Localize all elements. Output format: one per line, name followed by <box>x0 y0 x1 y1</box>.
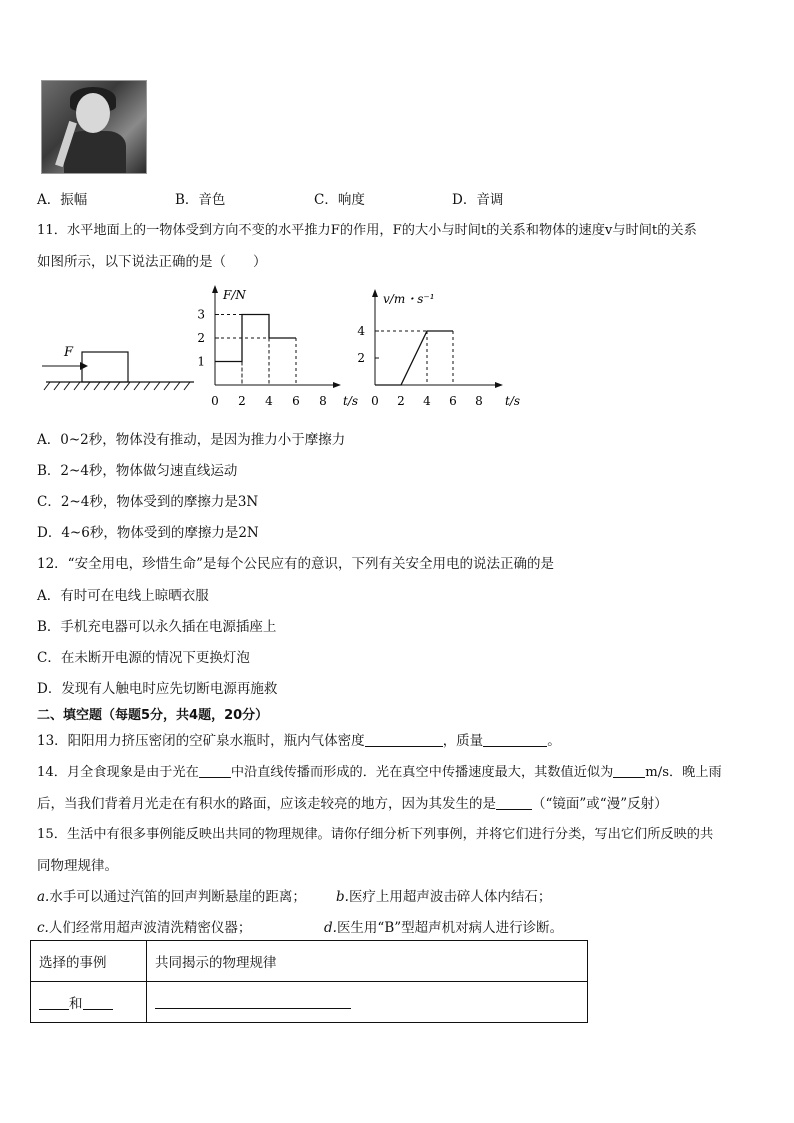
q14-blank-1[interactable] <box>199 763 231 778</box>
q10-option-b: B．音色 <box>175 192 226 208</box>
x-tick-label: 8 <box>475 394 483 408</box>
q14-line1: 14．月全食现象是由于光在 中沿直线传播而形成的．光在真空中传播速度最大，其数值近似为 m/s．晚上雨 <box>37 765 722 780</box>
question-photo <box>41 80 147 174</box>
q15-line1: 15．生活中有很多事例能反映出共同的物理规律。请你仔细分析下列事例，并将它们进行分类，写出它们所反映的共 <box>37 827 714 842</box>
x-axis-label: t/s <box>505 394 521 408</box>
x-axis-arrow <box>495 382 503 388</box>
q12-stem: 12．“安全用电，珍惜生命”是每个公民应有的意识，下列有关安全用电的说法正确的是 <box>37 556 554 572</box>
y-tick-label: 1 <box>197 354 205 369</box>
x-tick-label: 2 <box>397 394 405 408</box>
x-tick-label: 8 <box>319 394 327 408</box>
force-time-chart <box>190 285 360 410</box>
section-heading-fill-blank: 二、填空题（每题5分，共4题，20分） <box>37 708 269 723</box>
q15-example-b: b.医疗上用超声波击碎人体内结石； <box>336 889 552 905</box>
x-tick-label: 6 <box>449 394 457 408</box>
q11-stem-line2: 如图所示，以下说法正确的是（ ） <box>37 254 267 270</box>
x-tick-label: 0 <box>371 394 379 408</box>
block-diagram <box>38 340 198 400</box>
y-axis-arrow <box>372 289 378 297</box>
q14-blank-2[interactable] <box>613 763 645 778</box>
q12-option-b: B．手机充电器可以永久插在电源插座上 <box>37 619 277 635</box>
q15-answer-table <box>30 940 588 1023</box>
y-axis-label: F/N <box>223 288 246 302</box>
x-tick-label: 4 <box>423 394 431 408</box>
table-header-examples: 选择的事例 <box>31 941 147 982</box>
y-tick-label: 3 <box>197 307 205 322</box>
q11-option-a: A．0~2秒，物体没有推动，是因为推力小于摩擦力 <box>37 432 346 448</box>
series-line <box>375 331 453 385</box>
q13-blank-1[interactable] <box>365 732 443 747</box>
q15-example-a: a.水手可以通过汽笛的回声判断悬崖的距离； <box>37 889 306 905</box>
table-cell-rule <box>147 982 588 1023</box>
table-cell-examples: 和 <box>31 982 147 1023</box>
q12-option-a: A．有时可在电线上晾晒衣服 <box>37 588 209 604</box>
q11-option-d: D．4~6秒，物体受到的摩擦力是2N <box>37 525 259 541</box>
y-axis-arrow <box>212 285 218 293</box>
x-tick-label: 6 <box>292 394 300 408</box>
table-header-rule: 共同揭示的物理规律 <box>147 941 588 982</box>
y-tick-label: 2 <box>197 331 205 345</box>
x-axis-arrow <box>333 382 341 388</box>
y-tick-label: 2 <box>357 351 365 365</box>
q11-option-c: C．2~4秒，物体受到的摩擦力是3N <box>37 494 259 510</box>
velocity-time-chart <box>350 285 525 410</box>
force-label: F <box>64 345 74 360</box>
q15-blank-rule[interactable] <box>155 994 351 1009</box>
q15-example-c: c.人们经常用超声波清洗精密仪器； <box>37 920 252 936</box>
q14-line2: 后，当我们背着月光走在有积水的路面，应该走较亮的地方，因为其发生的是 （“镜面”或“漫”反射） <box>37 796 668 812</box>
q11-option-b: B．2~4秒，物体做匀速直线运动 <box>37 463 238 479</box>
q13: 13．阳阳用力挤压密闭的空矿泉水瓶时，瓶内气体密度 ，质量 。 <box>37 733 561 749</box>
q15-blank-example-1[interactable] <box>39 995 69 1010</box>
x-tick-label: 0 <box>211 394 219 408</box>
x-tick-label: 4 <box>265 394 273 408</box>
q13-blank-2[interactable] <box>483 732 547 747</box>
q12-option-d: D．发现有人触电时应先切断电源再施救 <box>37 681 278 697</box>
y-axis-label: v/m・s⁻¹ <box>383 292 435 306</box>
q10-option-a: A．振幅 <box>37 192 88 208</box>
q14-blank-3[interactable] <box>496 795 532 810</box>
q10-option-d: D．音调 <box>452 192 504 208</box>
q15-line2: 同物理规律。 <box>37 858 118 874</box>
x-axis-label: t/s <box>343 394 359 408</box>
y-tick-label: 4 <box>357 324 365 338</box>
q15-blank-example-2[interactable] <box>83 995 113 1010</box>
q15-example-d: d.医生用“B”型超声机对病人进行诊断。 <box>324 920 564 936</box>
q10-option-c: C．响度 <box>314 192 365 208</box>
x-tick-label: 2 <box>238 394 246 408</box>
q12-option-c: C．在未断开电源的情况下更换灯泡 <box>37 650 250 666</box>
q11-stem-line1: 11．水平地面上的一物体受到方向不变的水平推力F的作用，F的大小与时间t的关系和物体的速度v与时间t的关系 <box>37 223 697 238</box>
